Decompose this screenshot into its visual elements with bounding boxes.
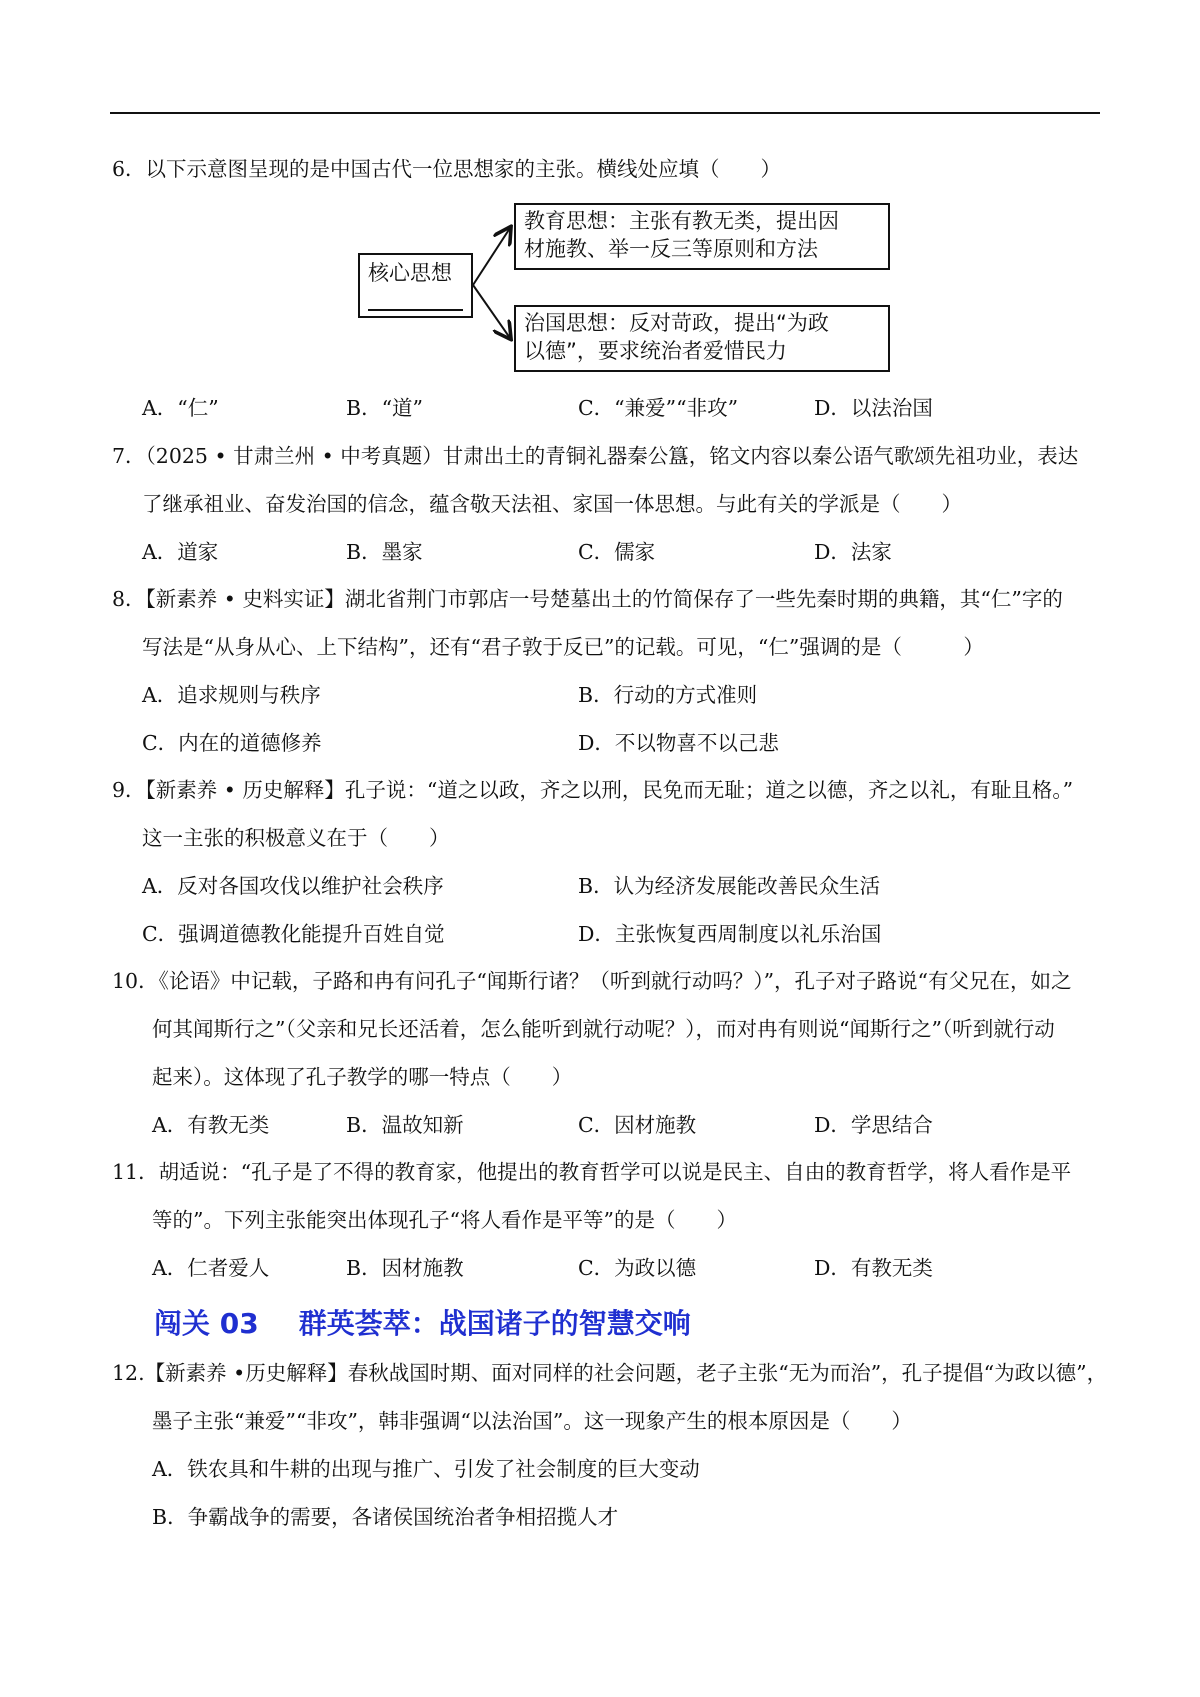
- q11-option-b[interactable]: B．因材施教: [346, 1256, 464, 1280]
- q8-line2: 写法是“从身从心、上下结构”，还有“君子敦于反已”的记载。可见，“仁”强调的是（ ）: [142, 635, 984, 659]
- diagram-governance-box: [514, 305, 890, 372]
- q9-option-c[interactable]: C．强调道德教化能提升百姓自觉: [142, 922, 445, 946]
- section-number: 闯关 03: [154, 1307, 259, 1340]
- q9-option-a[interactable]: A．反对各国攻伐以维护社会秩序: [142, 874, 444, 898]
- section-heading: [154, 1302, 691, 1342]
- q6-option-a[interactable]: A．“仁”: [142, 396, 219, 420]
- q10-option-a[interactable]: A．有教无类: [152, 1113, 270, 1137]
- q11-line2: 等的”。下列主张能突出体现孔子“将人看作是平等”的是（ ）: [152, 1208, 737, 1232]
- q7-option-c[interactable]: C．儒家: [578, 540, 656, 564]
- q6-option-b[interactable]: B．“道”: [346, 396, 424, 420]
- q10-option-b[interactable]: B．温故知新: [346, 1113, 464, 1137]
- q7-line1: 7．（2025 • 甘肃兰州 • 中考真题）甘肃出土的青铜礼器秦公簋，铭文内容以秦公语气歌颂先祖功业，表达: [112, 444, 1079, 468]
- q8-option-a[interactable]: A．追求规则与秩序: [142, 683, 321, 707]
- q12-line1: 12.【新素养 •历史解释】春秋战国时期、面对同样的社会问题，老子主张“无为而治”，孔子提倡“为政以德”，: [112, 1361, 1108, 1385]
- q7-option-d[interactable]: D．法家: [814, 540, 892, 564]
- q12-option-a[interactable]: A．铁农具和牛耕的出现与推广、引发了社会制度的巨大变动: [152, 1457, 700, 1481]
- diagram-core-label: 核心思想: [368, 261, 452, 285]
- q10-option-d[interactable]: D．学思结合: [814, 1113, 933, 1137]
- q6-diagram: [350, 198, 890, 373]
- q11-option-d[interactable]: D．有教无类: [814, 1256, 933, 1280]
- diagram-core-box: [358, 253, 473, 318]
- section-title: 群英荟萃：战国诸子的智慧交响: [298, 1307, 691, 1340]
- q9-line1: 9．【新素养 • 历史解释】孔子说：“道之以政，齐之以刑，民免而无耻；道之以德，齐之以礼，有耻且格。”: [112, 778, 1074, 802]
- diagram-core-blank: [368, 287, 463, 311]
- q11-option-c[interactable]: C．为政以德: [578, 1256, 697, 1280]
- diagram-education-line1: 教育思想：主张有教无类，提出因: [524, 209, 839, 233]
- q9-option-d[interactable]: D．主张恢复西周制度以礼乐治国: [578, 922, 882, 946]
- q10-option-c[interactable]: C．因材施教: [578, 1113, 697, 1137]
- q11-option-a[interactable]: A．仁者爱人: [152, 1256, 270, 1280]
- diagram-education-line2: 材施教、举一反三等原则和方法: [524, 237, 818, 261]
- q7-option-a[interactable]: A．道家: [142, 540, 219, 564]
- q12-line2: 墨子主张“兼爱”“非攻”，韩非强调“以法治国”。这一现象产生的根本原因是（ ）: [152, 1409, 912, 1433]
- q7-option-b[interactable]: B．墨家: [346, 540, 423, 564]
- q10-line3: 起来）。这体现了孔子教学的哪一特点（ ）: [152, 1065, 573, 1089]
- q9-line2: 这一主张的积极意义在于（ ）: [142, 826, 450, 850]
- diagram-governance-line2: 以德”，要求统治者爱惜民力: [524, 339, 787, 363]
- diagram-education-box: [514, 203, 890, 270]
- diagram-governance-line1: 治国思想：反对苛政，提出“为政: [524, 311, 829, 335]
- q8-option-b[interactable]: B．行动的方式准则: [578, 683, 758, 707]
- q8-option-c[interactable]: C．内在的道德修养: [142, 731, 322, 755]
- q7-line2: 了继承祖业、奋发治国的信念，蕴含敬天法祖、家国一体思想。与此有关的学派是（ ）: [142, 492, 962, 516]
- q12-option-b[interactable]: B．争霸战争的需要，各诸侯国统治者争相招揽人才: [152, 1505, 619, 1529]
- q8-line1: 8．【新素养 • 史料实证】湖北省荆门市郭店一号楚墓出土的竹简保存了一些先秦时期的典籍，其“仁”字的: [112, 587, 1063, 611]
- q10-line1: 10．《论语》中记载，子路和冉有问孔子“闻斯行诸？（听到就行动吗？）”，孔子对子路说“有父兄在，如之: [112, 969, 1072, 993]
- q10-line2: 何其闻斯行之”（父亲和兄长还活着，怎么能听到就行动呢？），而对冉有则说“闻斯行之”（听到就行动: [152, 1017, 1055, 1041]
- q9-option-b[interactable]: B．认为经济发展能改善民众生活: [578, 874, 881, 898]
- q8-option-d[interactable]: D．不以物喜不以己悲: [578, 731, 779, 755]
- q6-stem: 6．以下示意图呈现的是中国古代一位思想家的主张。横线处应填（ ）: [112, 157, 782, 181]
- header-rule: [110, 112, 1100, 114]
- q11-line1: 11．胡适说：“孔子是了不得的教育家，他提出的教育哲学可以说是民主、自由的教育哲学，将人看作是平: [112, 1160, 1072, 1184]
- q6-option-c[interactable]: C．“兼爱”“非攻”: [578, 396, 739, 420]
- q6-option-d[interactable]: D．以法治国: [814, 396, 933, 420]
